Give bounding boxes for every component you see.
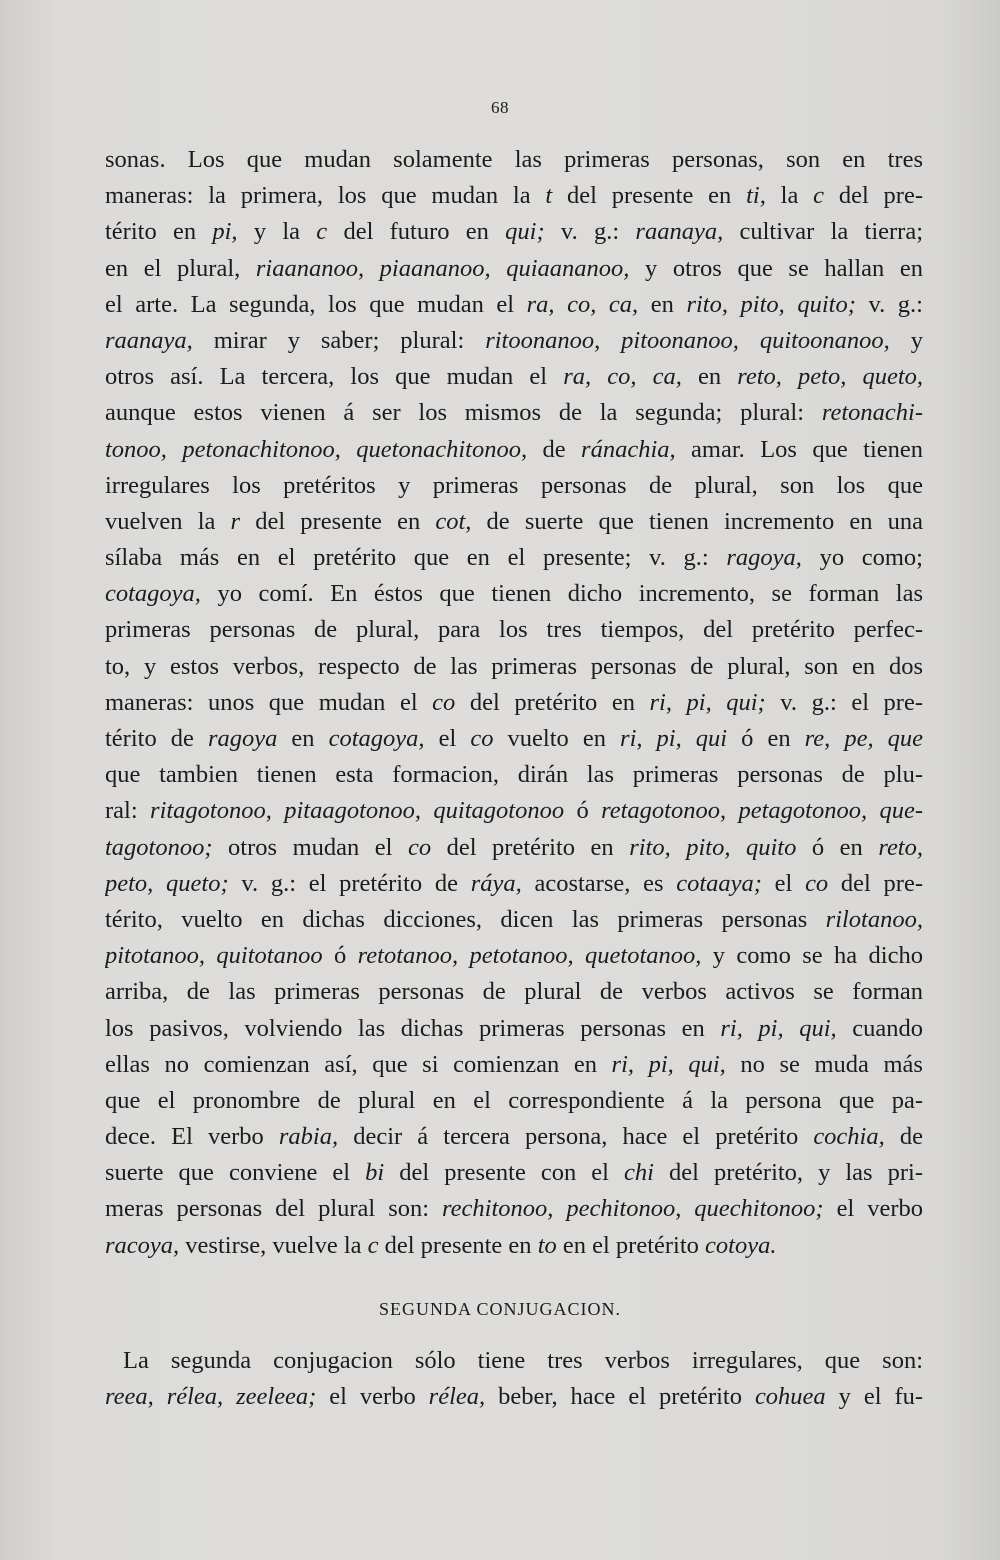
italic-term: cotagoya, bbox=[328, 725, 425, 752]
italic-term: co bbox=[432, 688, 456, 716]
text-line: dece. El verbo rabia, decir á tercera persona, hace el pretérito cochia, de bbox=[105, 1123, 923, 1151]
italic-term: c bbox=[813, 182, 825, 210]
italic-term: reto, peto, queto, bbox=[737, 363, 923, 391]
italic-term: qui; bbox=[505, 218, 545, 246]
italic-term: reea, rélea, zeeleea; bbox=[105, 1383, 317, 1411]
continuation-paragraph bbox=[105, 1343, 923, 1415]
italic-term: cotaaya; bbox=[676, 869, 762, 897]
italic-term: ri, pi, qui, bbox=[611, 1050, 726, 1078]
text-line: térito en pi, y la c del futuro en qui; v. g.: raanaya, cultivar la tierra; bbox=[105, 218, 923, 246]
italic-term: cotagoya, bbox=[105, 580, 201, 608]
italic-term: ragoya, bbox=[726, 544, 802, 572]
text-line: térito de ragoya en cotagoya, el co vuelto en ri, pi, qui ó en re, pe, que bbox=[105, 725, 923, 752]
italic-term: ritagotonoo, pitaagotonoo, quitagotonoo bbox=[150, 797, 565, 825]
italic-term: ragoya bbox=[207, 725, 278, 752]
text-line: sonas. Los que mudan solamente las primeras personas, son en tres bbox=[105, 146, 923, 173]
italic-term: co bbox=[805, 869, 829, 897]
text-line: pitotanoo, quitotanoo ó retotanoo, petotanoo, quetotanoo, y como se ha dicho bbox=[105, 942, 923, 970]
italic-term: ra, co, ca, bbox=[526, 290, 639, 318]
italic-term: cotoya. bbox=[705, 1231, 777, 1259]
page-number: 68 bbox=[491, 98, 509, 117]
italic-term: ra, co, ca, bbox=[563, 363, 682, 391]
italic-term: tagotonoo; bbox=[105, 833, 213, 861]
text-line: térito, vuelto en dichas dicciones, dicen las primeras personas rilotanoo, bbox=[105, 905, 923, 933]
text-line: vuelven la r del presente en cot, de suerte que tienen incremento en una bbox=[105, 507, 923, 535]
italic-term: c bbox=[367, 1231, 379, 1259]
italic-term: retonachi- bbox=[821, 399, 923, 427]
italic-term: rito, pito, quito; bbox=[686, 290, 856, 318]
italic-term: rilotanoo, bbox=[825, 905, 923, 933]
text-line: irregulares los pretéritos y primeras personas de plural, son los que bbox=[105, 471, 923, 499]
italic-term: co bbox=[407, 833, 432, 861]
text-line: maneras: unos que mudan el co del pretérito en ri, pi, qui; v. g.: el pre- bbox=[105, 688, 923, 716]
text-line: el arte. La segunda, los que mudan el ra, co, ca, en rito, pito, quito; v. g.: bbox=[105, 290, 923, 318]
italic-term: ráya, bbox=[470, 869, 522, 897]
italic-term: ritoonanoo, pitoonanoo, quitoonanoo, bbox=[485, 326, 890, 354]
text-line: tagotonoo; otros mudan el co del pretérito en rito, pito, quito ó en reto, bbox=[105, 833, 923, 861]
italic-term: cohuea bbox=[754, 1383, 826, 1411]
italic-term: cot, bbox=[435, 507, 472, 535]
italic-term: reto, bbox=[878, 833, 923, 861]
italic-term: bi bbox=[365, 1159, 385, 1187]
text-line: to, y estos verbos, respecto de las primeras personas de plural, son en dos bbox=[105, 652, 923, 680]
italic-term: raanaya, bbox=[635, 218, 724, 246]
text-line: suerte que conviene el bi del presente con el chi del pretérito, y las pri- bbox=[105, 1159, 923, 1187]
italic-term: ri, pi, qui; bbox=[649, 688, 766, 716]
text-line: sílaba más en el pretérito que en el presente; v. g.: ragoya, yo como; bbox=[105, 544, 923, 572]
text-line: peto, queto; v. g.: el pretérito de ráya, acostarse, es cotaaya; el co del pre- bbox=[105, 869, 923, 897]
italic-term: rito, pito, quito bbox=[629, 833, 797, 861]
italic-term: r bbox=[230, 507, 241, 535]
italic-term: pi, bbox=[212, 218, 238, 246]
italic-term: ránachia, bbox=[581, 435, 676, 463]
italic-term: raanaya, bbox=[105, 326, 193, 354]
text-line: meras personas del plural son: rechitonoo, pechitonoo, quechitonoo; el verbo bbox=[105, 1195, 923, 1223]
text-line: racoya, vestirse, vuelve la c del presente en to en el pretérito cotoya. bbox=[105, 1231, 777, 1259]
italic-term: c bbox=[316, 218, 328, 246]
italic-term: t bbox=[545, 182, 553, 210]
text-line: raanaya, mirar y saber; plural: ritoonanoo, pitoonanoo, quitoonanoo, y bbox=[105, 326, 923, 354]
italic-term: pitotanoo, quitotanoo bbox=[105, 942, 323, 970]
text-line: los pasivos, volviendo las dichas primeras personas en ri, pi, qui, cuando bbox=[105, 1014, 923, 1042]
section-heading: SEGUNDA CONJUGACION. bbox=[378, 1299, 621, 1319]
italic-term: retotanoo, petotanoo, quetotanoo, bbox=[357, 942, 702, 970]
italic-term: racoya, bbox=[105, 1231, 180, 1259]
text-line: primeras personas de plural, para los tres tiempos, del pretérito perfec- bbox=[105, 616, 923, 644]
text-line: otros así. La tercera, los que mudan el ra, co, ca, en reto, peto, queto, bbox=[105, 363, 923, 391]
text-line: ellas no comienzan así, que si comienzan en ri, pi, qui, no se muda más bbox=[105, 1050, 923, 1078]
text-line: maneras: la primera, los que mudan la t del presente en ti, la c del pre- bbox=[105, 182, 923, 210]
italic-term: re, pe, que bbox=[804, 725, 923, 752]
italic-term: ti, bbox=[746, 182, 766, 210]
text-line: que el pronombre de plural en el correspondiente á la persona que pa- bbox=[105, 1086, 923, 1114]
italic-term: ri, pi, qui, bbox=[720, 1014, 837, 1042]
italic-term: riaananoo, piaananoo, quiaananoo, bbox=[255, 254, 630, 282]
italic-term: cochia, bbox=[813, 1123, 885, 1151]
italic-term: peto, queto; bbox=[105, 869, 229, 897]
italic-term: tonoo, petonachitonoo, quetonachitonoo, bbox=[105, 435, 528, 463]
body-paragraph bbox=[105, 142, 923, 1264]
text-line: reea, rélea, zeeleea; el verbo rélea, beber, hace el pretérito cohuea y el fu- bbox=[105, 1383, 923, 1411]
italic-term: retagotonoo, petagotonoo, que- bbox=[601, 797, 923, 825]
text-line: La segunda conjugacion sólo tiene tres verbos irregulares, que son: bbox=[123, 1347, 923, 1374]
italic-term: co bbox=[470, 725, 494, 752]
italic-term: rélea, bbox=[428, 1383, 486, 1411]
italic-term: chi bbox=[624, 1159, 654, 1187]
text-line: ral: ritagotonoo, pitaagotonoo, quitagotonoo ó retagotonoo, petagotonoo, que- bbox=[105, 797, 923, 825]
italic-term: to bbox=[537, 1231, 557, 1259]
text-line: aunque estos vienen á ser los mismos de la segunda; plural: retonachi- bbox=[105, 399, 923, 427]
text-line: en el plural, riaananoo, piaananoo, quiaananoo, y otros que se hallan en bbox=[105, 254, 923, 282]
text-line: tonoo, petonachitonoo, quetonachitonoo, de ránachia, amar. Los que tienen bbox=[105, 435, 923, 463]
italic-term: rabia, bbox=[278, 1123, 339, 1151]
text-line: cotagoya, yo comí. En éstos que tienen dicho incremento, se forman las bbox=[105, 580, 923, 608]
text-line: arriba, de las primeras personas de plural de verbos activos se forman bbox=[105, 978, 923, 1006]
text-line: que tambien tienen esta formacion, dirán las primeras personas de plu- bbox=[105, 761, 923, 789]
italic-term: ri, pi, qui bbox=[620, 725, 728, 752]
italic-term: rechitonoo, pechitonoo, quechitonoo; bbox=[442, 1195, 824, 1223]
